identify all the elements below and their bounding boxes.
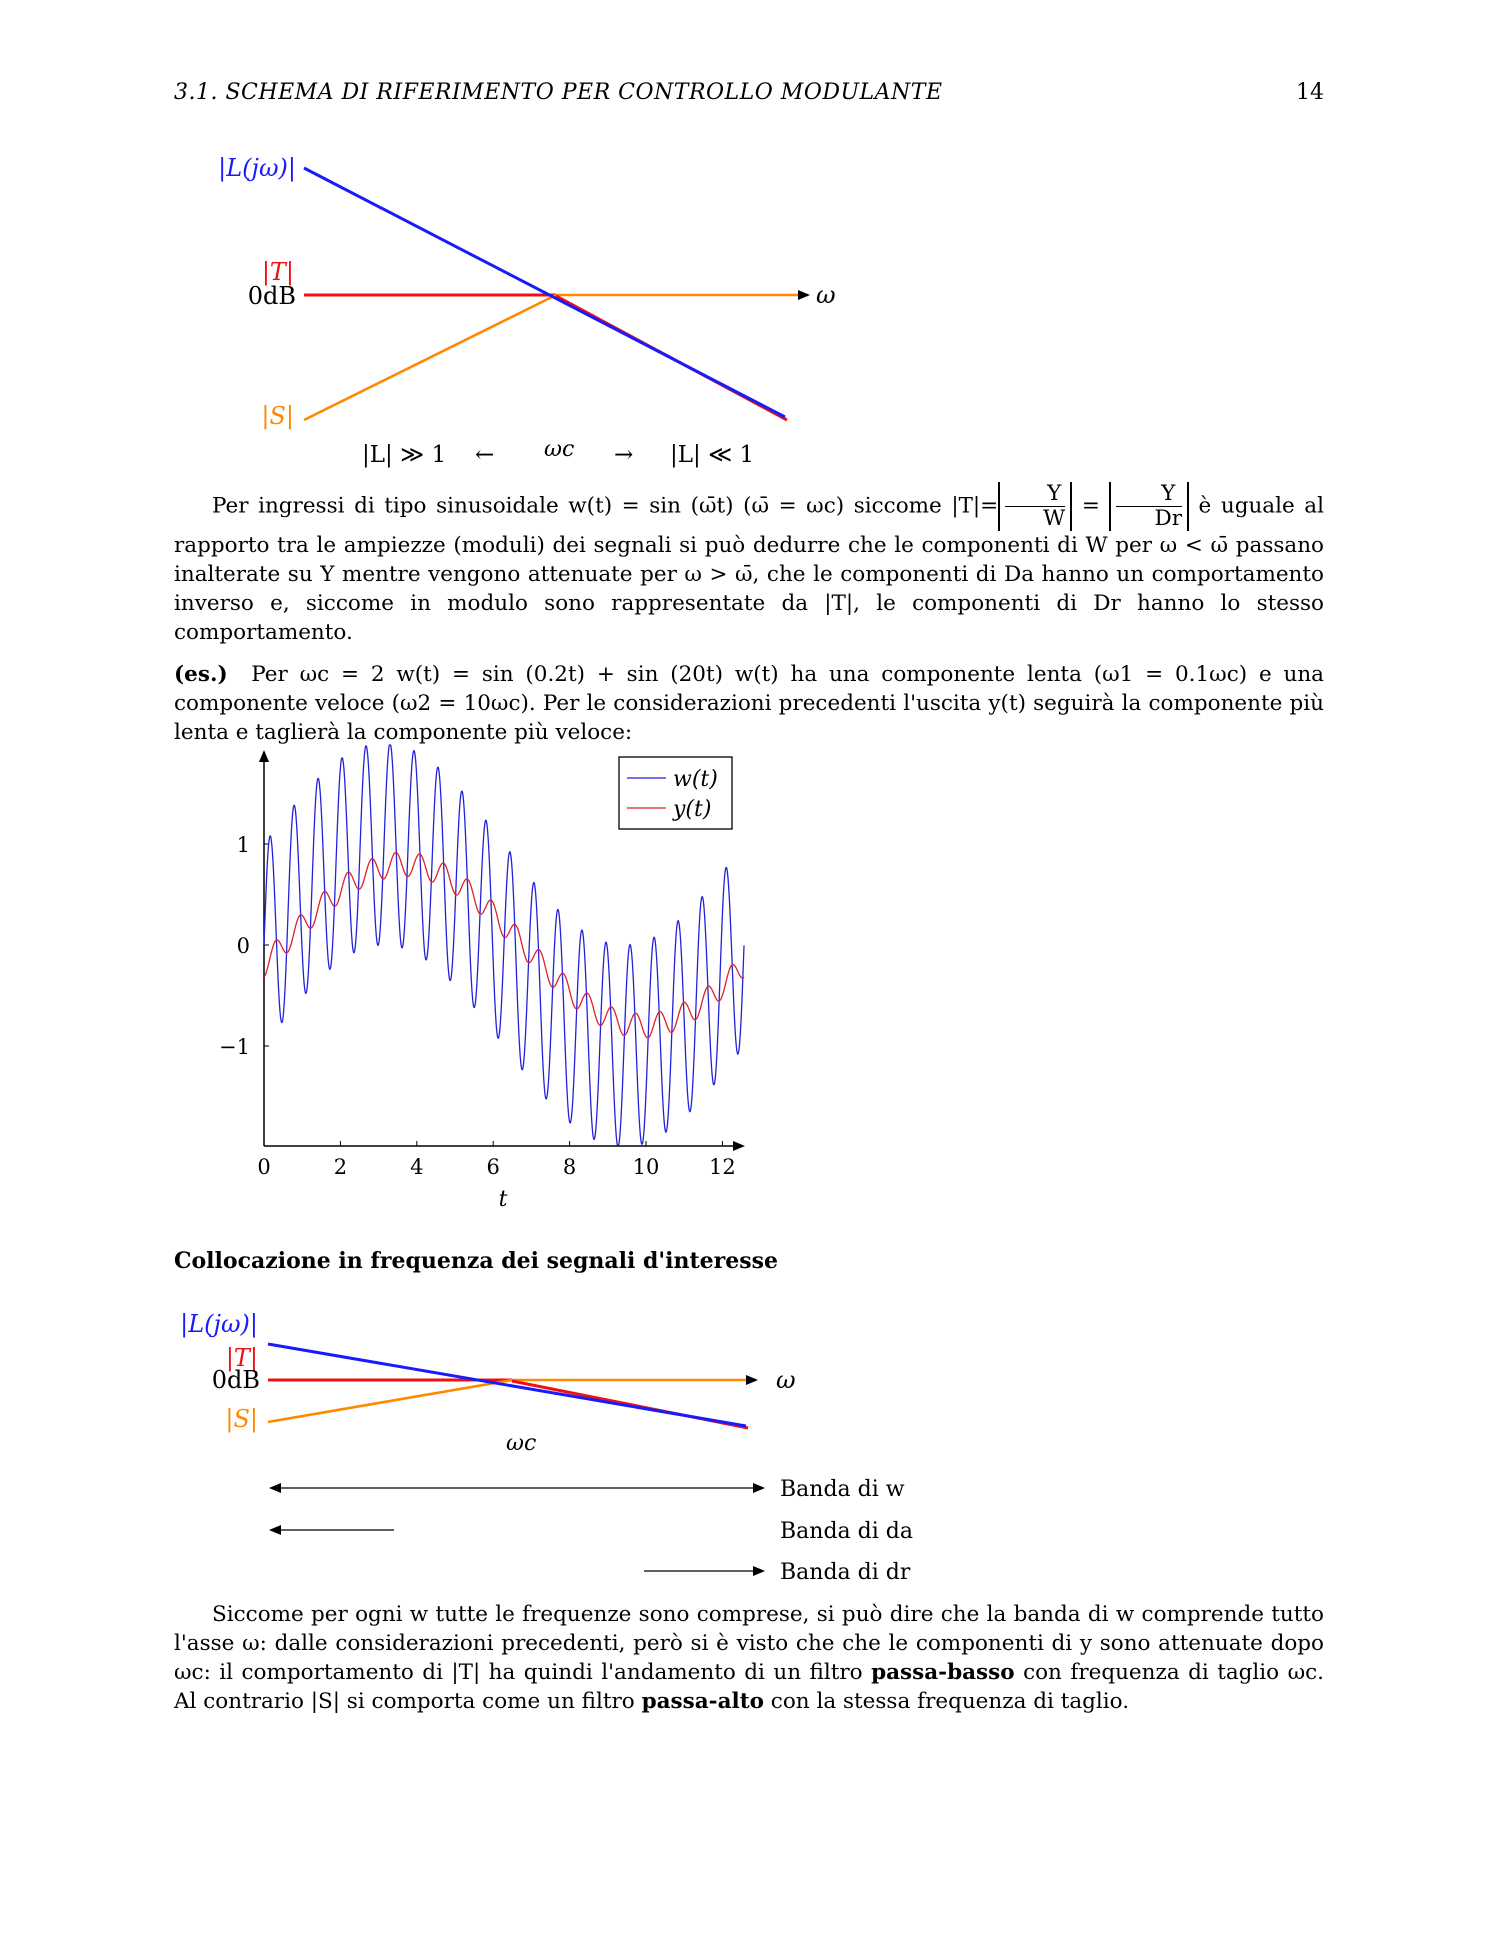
x-tick-label: 8 [562, 1155, 577, 1179]
section-heading: 3.1. SCHEMA DI RIFERIMENTO PER CONTROLLO MODULANTE [174, 80, 943, 105]
label-T: |T| [261, 258, 294, 286]
paragraph-2-part-2: con frequenza di taglio ωc. Al contrario |S| si comporta come un filtro [174, 1660, 1324, 1714]
bold-passa-basso: passa-basso [871, 1660, 1015, 1685]
label-S-2: |S| [225, 1405, 258, 1433]
paragraph-2 [174, 1600, 1324, 1716]
label-omega-c: ωc [544, 437, 575, 462]
y-axis-arrow [259, 750, 269, 762]
bold-passa-alto: passa-alto [641, 1689, 764, 1714]
y-tick-label: 1 [236, 833, 250, 857]
label-L-2: |L(jω)| [180, 1310, 258, 1338]
legend-label-w: w(t) [673, 767, 718, 792]
arrow-left: ← [475, 442, 495, 468]
L-line-2 [268, 1344, 746, 1426]
example-tag: (es.) [174, 662, 228, 687]
omega-arrow-head-2 [746, 1375, 758, 1385]
x-tick-label: 4 [410, 1155, 424, 1179]
paragraph-2-part-1: Siccome per ogni w tutte le frequenze sono comprese, si può dire che la banda di w comprende tutto l'asse ω: dalle considerazioni precedenti, però si è visto che che le componenti di y sono attenuate dopo ωc: il comportamento di |T| ha quindi l'andamento di un filtro [174, 1602, 1324, 1685]
band-dr-arrow-right [753, 1566, 765, 1576]
equals-sign: = [1081, 493, 1100, 519]
band-w-label: Banda di w [780, 1477, 905, 1502]
fraction-Y-Dr: $\frac{Y}{Dr}$ [1109, 482, 1189, 531]
band-da-label: Banda di da [780, 1519, 913, 1544]
label-S: |S| [261, 402, 294, 430]
label-T-2: |T| [225, 1344, 258, 1372]
label-L-ll-1: |L| ≪ 1 [670, 442, 755, 468]
x-tick-label: 12 [709, 1155, 736, 1179]
x-axis-arrow [733, 1141, 745, 1151]
x-tick-label: 2 [333, 1155, 348, 1179]
section-title: Collocazione in frequenza dei segnali d'interesse [174, 1248, 779, 1274]
bode-diagram-2 [0, 1290, 1500, 1590]
fraction-Y-W: $\frac{Y}{W}$ [998, 482, 1072, 531]
band-da-arrow-left [269, 1525, 281, 1535]
band-w-arrow-left [269, 1483, 281, 1493]
label-L: |L(jω)| [218, 154, 296, 182]
band-w-arrow-right [753, 1483, 765, 1493]
example-text: Per ωc = 2 w(t) = sin (0.2t) + sin (20t) w(t) ha una componente lenta (ω1 = 0.1ωc) e una componente veloce (ω2 = 10ωc). Per le considerazioni precedenti l'uscita y(t) seguirà la componente più lenta e taglierà la componente più veloce: [174, 662, 1324, 745]
y-tick-label: −1 [219, 1035, 250, 1059]
x-axis-label: t [498, 1187, 508, 1212]
legend-label-y: y(t) [673, 797, 712, 822]
legend [619, 757, 732, 829]
label-omega: ω [816, 281, 836, 309]
band-dr-label: Banda di dr [780, 1560, 911, 1585]
label-omega-c-2: ωc [506, 1431, 537, 1456]
page-number: 14 [1296, 80, 1324, 105]
x-tick-label: 0 [257, 1155, 271, 1179]
x-tick-label: 10 [632, 1155, 660, 1179]
label-0dB: 0dB [247, 282, 296, 310]
arrow-right: → [614, 442, 634, 468]
label-0dB-2: 0dB [211, 1366, 260, 1394]
paragraph-1-lead: Per ingressi di tipo sinusoidale w(t) = sin (ω̄t) (ω̄ = ωc) siccome |T|= [212, 493, 999, 519]
paragraph-2-part-3: con la stessa frequenza di taglio. [763, 1689, 1130, 1714]
label-L-gg-1: |L| ≫ 1 [362, 442, 447, 468]
y-tick-label: 0 [236, 934, 250, 958]
label-omega-2: ω [776, 1366, 796, 1394]
paragraph-1-body: è uguale al rapporto tra le ampiezze (moduli) dei segnali si può dedurre che le componenti di W per ω < ω̄ passano inalterate su Y mentre vengono attenuate per ω > ω̄, che le componenti di Da hanno un comportamento inverso e, siccome in modulo sono rappresentate da |T|, le componenti di Dr hanno lo stesso comportamento. [174, 493, 1324, 645]
x-tick-label: 6 [486, 1155, 500, 1179]
